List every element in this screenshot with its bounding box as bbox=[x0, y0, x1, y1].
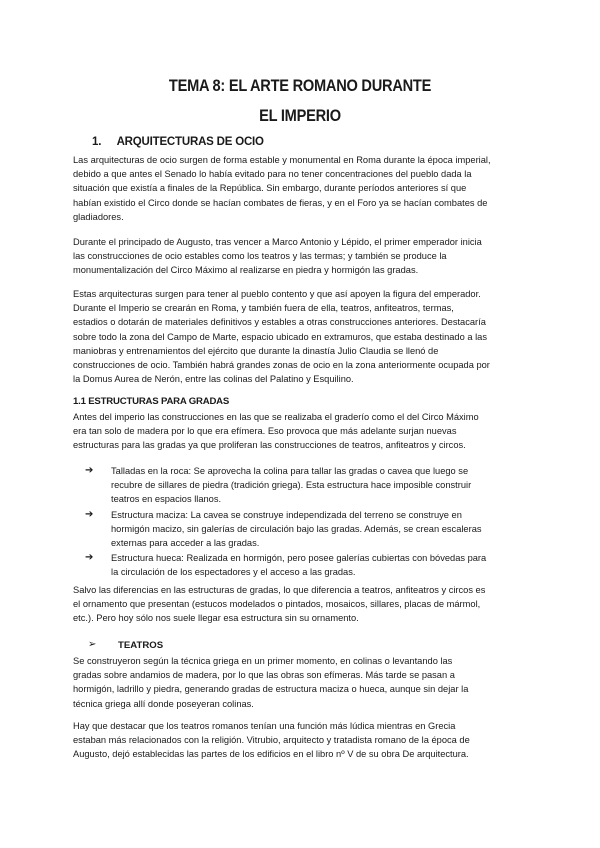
paragraph-line: las construcciones de ocio estables como los teatros y las termas; y también se produce la bbox=[73, 251, 447, 262]
list-item-line: Talladas en la roca: Se aprovecha la colina para tallar las gradas o cavea que luego se bbox=[111, 466, 469, 476]
list-item-line: hormigón macizo, sin galerías de circulación bajo las gradas. Además, se crean escaleras bbox=[111, 523, 482, 534]
paragraph-line: sobre todo la zona del Campo de Marte, espacio ubicado en extramuros, que estaba destinado a las bbox=[73, 331, 487, 342]
paragraph-line: debido a que antes el Senado lo había evitado para no tener concentraciones del pueblo dada la bbox=[73, 169, 472, 180]
section-number: 1. bbox=[92, 136, 102, 148]
list-item-line: Estructura hueca: Realizada en hormigón, pero posee galerías cubiertas con bóvedas para bbox=[111, 553, 487, 564]
paragraph-line: monumentalización del Circo Máximo al realizarse en piedra y hormigón las gradas. bbox=[73, 265, 419, 276]
paragraph-line: Salvo las diferencias en las estructuras de gradas, lo que diferencia a teatros, anfiteatros y circos es bbox=[73, 585, 486, 595]
paragraph-line: situación que existía a finales de la República. Sin embargo, durante períodos anteriores sí que bbox=[73, 183, 467, 194]
subsection-heading-1-1: 1.1 ESTRUCTURAS PARA GRADAS bbox=[73, 396, 230, 407]
document-title-line-2: EL IMPERIO bbox=[259, 106, 341, 125]
list-item-line: recubre de sillares de piedra (tradición griega). Esta estructura hace imposible construir bbox=[111, 480, 472, 491]
paragraph-line: Antes del imperio las construcciones en las que se realizaba el graderío como el del Circo Máximo bbox=[73, 412, 479, 422]
paragraph-line: Hay que destacar que los teatros romanos tenían una función más lúdica mientras en Grecia bbox=[73, 721, 456, 731]
document-title-line-1: TEMA 8: EL ARTE ROMANO DURANTE bbox=[168, 76, 432, 95]
paragraph-line: gradas sobre andamios de madera, por lo que las obras son efímeras. Más tarde se pasan a bbox=[73, 670, 455, 681]
paragraph-line: habían existido el Circo donde se hacían combates de fieras, y en el Foro ya se hacían combates de bbox=[73, 197, 488, 208]
list-item-line: Estructura maciza: La cavea se construye independizada del terreno se construye en bbox=[111, 509, 462, 520]
paragraph-6 bbox=[73, 654, 533, 711]
arrow-bullet-icon: ➔ bbox=[85, 508, 94, 520]
paragraph-line: era tan solo de madera por lo que era efímera. Eso provoca que más adelante surjan nuevas bbox=[73, 426, 457, 437]
paragraph-line: gladiadores. bbox=[73, 211, 124, 222]
paragraph-line: estaban más relacionados con la religión. Vitrubio, arquitecto y tratadista romano de la época de bbox=[73, 735, 470, 746]
paragraph-line: estadios o dotarán de materiales definitivos y estables a otras construcciones anteriores. Destacaría bbox=[73, 317, 486, 328]
list-item-line: teatros en espacios llanos. bbox=[111, 494, 222, 505]
paragraph-2 bbox=[73, 235, 533, 278]
paragraph-line: construcciones de ocio. También habrá grandes zonas de ocio en la zona anteriormente ocupada por bbox=[73, 360, 490, 371]
paragraph-1 bbox=[73, 153, 533, 224]
paragraph-line: Durante el principado de Augusto, tras vencer a Marco Antonio y Lépido, el primer emperador inicia bbox=[73, 237, 482, 247]
paragraph-line: Se construyeron según la técnica griega en un primer momento, en colinas o levantando las bbox=[73, 656, 453, 666]
arrow-bullet-icon: ➔ bbox=[85, 552, 94, 564]
paragraph-line: Estas arquitecturas surgen para tener al pueblo contento y que así apoyen la figura del emperador. bbox=[73, 289, 481, 299]
paragraph-line: el ornamento que presentan (estucos modelados o pintados, mosaicos, sillares, placas de mármol, bbox=[73, 599, 481, 610]
paragraph-line: hormigón, ladrillo y piedra, generando gradas de estructura maciza o hueca, aunque sin dejar la bbox=[73, 684, 469, 695]
paragraph-line: estructuras para las gradas ya que proliferan las construcciones de teatros, anfiteatros y circos. bbox=[73, 440, 466, 451]
paragraph-line: etc.). Pero hoy sólo nos suele llegar esa estructura sin su ornamento. bbox=[73, 613, 359, 624]
section-heading-1 bbox=[92, 136, 264, 148]
list-item bbox=[85, 464, 530, 507]
paragraph-line: Las arquitecturas de ocio surgen de forma estable y monumental en Roma durante la época imperial, bbox=[73, 155, 491, 165]
bullet-list bbox=[85, 464, 530, 581]
paragraph-line: técnica griega allí donde poseyeran colinas. bbox=[73, 698, 254, 709]
list-item-line: externas para acceder a las gradas. bbox=[111, 538, 260, 549]
paragraph-5 bbox=[73, 583, 533, 626]
paragraph-line: Augusto, dejó establecidas las partes de los edificios en el libro nº V de su obra De arquitectura. bbox=[73, 749, 469, 760]
paragraph-line: maniobras y entrenamientos del ejército que durante la dinastía Julio Claudia se llenó de bbox=[73, 345, 439, 356]
subheading-teatros: TEATROS bbox=[118, 640, 164, 651]
paragraph-7 bbox=[73, 719, 533, 762]
paragraph-3 bbox=[73, 287, 533, 386]
paragraph-line: la Domus Aurea de Nerón, entre las colinas del Palatino y Esquilino. bbox=[73, 374, 354, 385]
section-label: ARQUITECTURAS DE OCIO bbox=[116, 136, 264, 148]
paragraph-line: Durante el Imperio se crearán en Roma, y también fuera de ella, teatros, anfiteatros, termas, bbox=[73, 303, 454, 314]
list-item bbox=[85, 508, 530, 551]
triangle-bullet-icon: ➢ bbox=[88, 639, 97, 650]
list-item-line: la circulación de los espectadores y el acceso a las gradas. bbox=[111, 567, 356, 578]
arrow-bullet-icon: ➔ bbox=[85, 465, 94, 476]
paragraph-4 bbox=[73, 410, 533, 453]
list-item bbox=[85, 551, 530, 579]
